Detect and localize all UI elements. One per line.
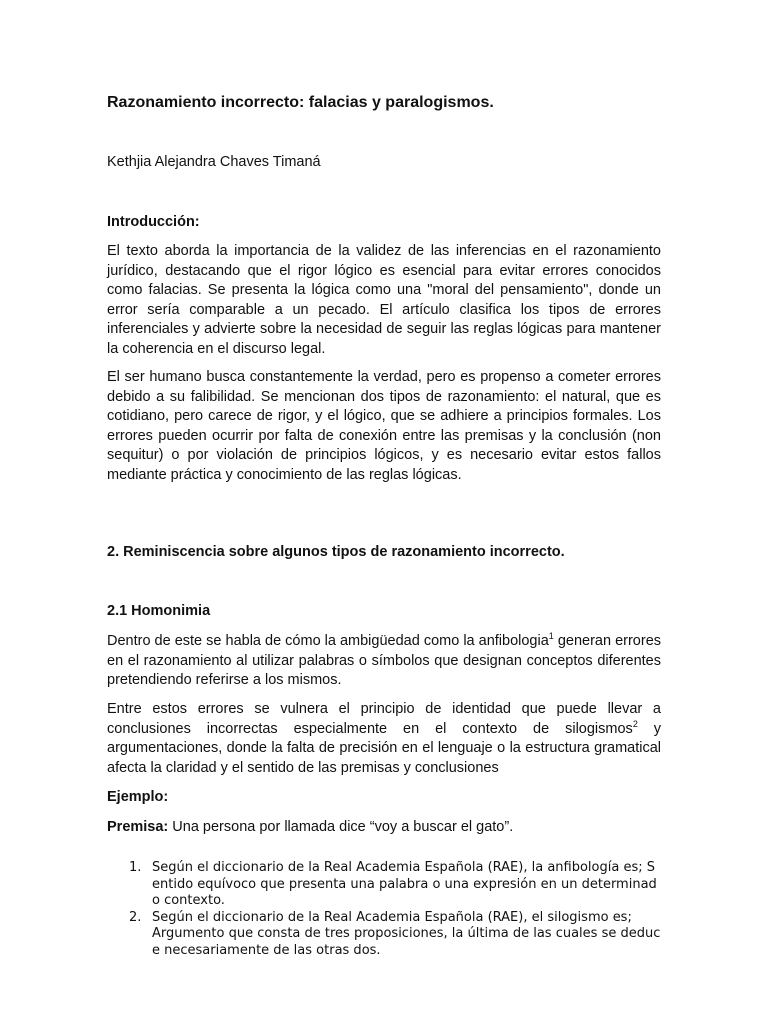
footnote-item xyxy=(107,860,661,910)
premise-text: Una persona por llamada dice “voy a buscar el gato”. xyxy=(168,819,514,835)
intro-paragraph-2: El ser humano busca constantemente la verdad, pero es propenso a cometer errores debido a su falibilidad. Se mencionan dos tipos de razonamiento: el natural, que es cotidiano, pero carece de rigor, y el lógico, que se adhiere a principios formales. Los errores pueden ocurrir por falta de conexión entre las premisas y la conclusión (non sequitur) o por violación de principios lógicos, y es necesario evitar estos fallos mediante práctica y conocimiento de las reglas lógicas. xyxy=(107,369,661,483)
subsection-homonimia-heading: 2.1 Homonimia xyxy=(107,603,211,619)
homonimia-p2-text-a: Entre estos errores se vulnera el principio de identidad que puede llevar a conclusiones incorrectas especialmente en el contexto de silogismos xyxy=(107,701,661,737)
footnote-text: Según el diccionario de la Real Academia Española (RAE), el silogismo es; xyxy=(152,909,632,925)
footnote-text: Según el diccionario de la Real Academia Española (RAE), la anfibología es; Sentido equívoco que presenta una palabra o una expresión en un determinado contexto. xyxy=(152,860,657,908)
homonimia-p1-text-b: generan errores en el razonamiento al utilizar palabras o símbolos que designan conceptos diferentes pretendiendo referirse a los mismos. xyxy=(107,633,662,688)
footnote-number: 2. xyxy=(129,909,142,925)
footnote-text: Argumento que consta de tres proposiciones, la última de las cuales se deduce necesariamente de las otras dos. xyxy=(152,926,661,958)
intro-paragraph-1: El texto aborda la importancia de la validez de las inferencias en el razonamiento jurídico, destacando que el rigor lógico es esencial para evitar errores conocidos como falacias. Se presenta la lógica como una "moral del pensamiento", donde un error sería comparable a un pecado. El artículo clasifica los tipos de errores inferenciales y advierte sobre la necesidad de seguir las reglas lógicas para mantener la coherencia en el discurso legal. xyxy=(107,243,661,357)
document-title: Razonamiento incorrecto: falacias y paralogismos. xyxy=(107,94,494,111)
homonimia-paragraph-1 xyxy=(107,632,661,691)
homonimia-p2-text-b: y argumentaciones, donde la falta de precisión en el lenguaje o la estructura gramatical afecta la claridad y el sentido de las premisas y conclusiones xyxy=(107,720,662,776)
section-2-heading: 2. Reminiscencia sobre algunos tipos de razonamiento incorrecto. xyxy=(107,544,565,560)
intro-heading: Introducción: xyxy=(107,214,200,230)
premise-line xyxy=(107,818,661,838)
author-name: Kethjia Alejandra Chaves Timaná xyxy=(107,154,321,170)
footnote-number: 1. xyxy=(129,860,142,875)
premise-label: Premisa: xyxy=(107,819,169,835)
footnote-ref-2[interactable]: 2 xyxy=(632,718,638,729)
homonimia-p1-text-a: Dentro de este se habla de cómo la ambigüedad como la anfibologia xyxy=(107,633,549,649)
homonimia-paragraph-2 xyxy=(107,700,661,778)
footnotes-list xyxy=(107,860,661,959)
footnote-item xyxy=(107,910,661,960)
example-heading: Ejemplo: xyxy=(107,789,169,805)
footnote-ref-1[interactable]: 1 xyxy=(548,631,554,642)
